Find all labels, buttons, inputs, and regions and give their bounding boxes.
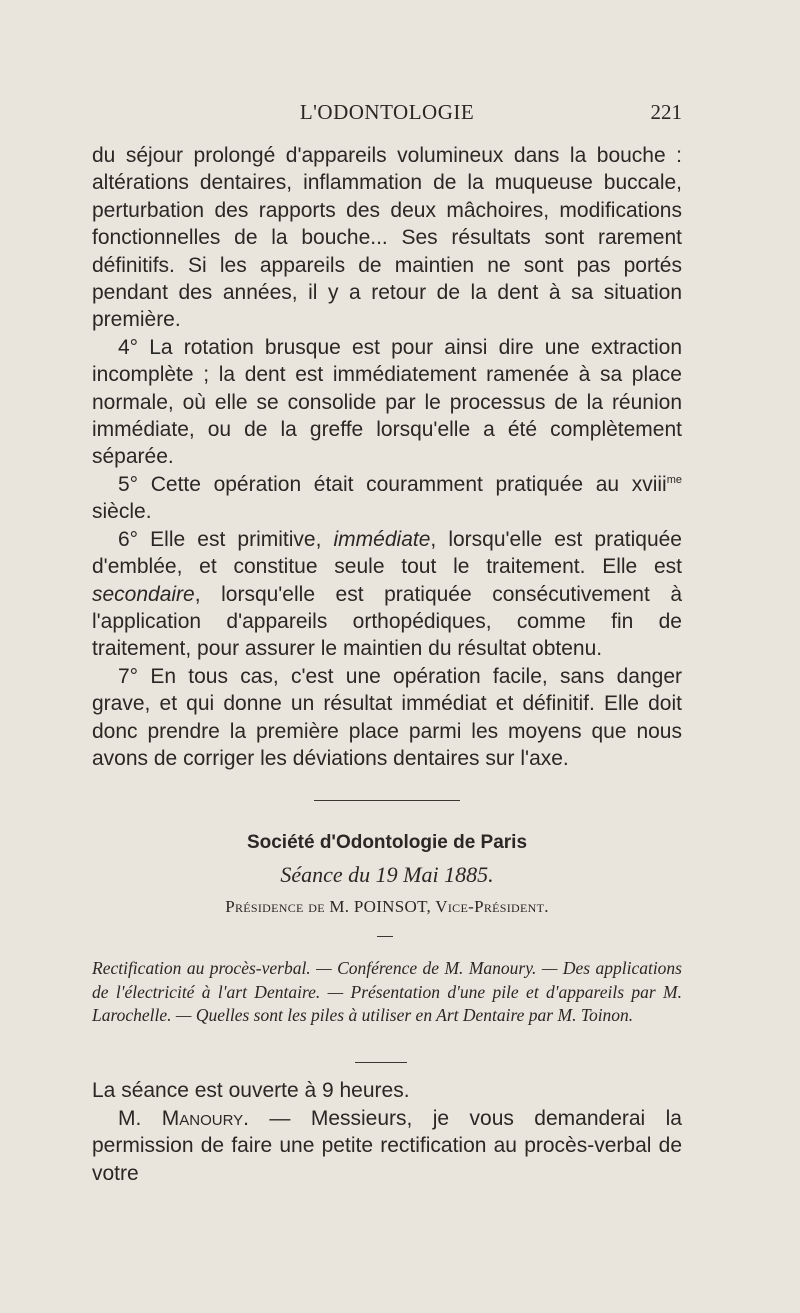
short-divider [377, 936, 393, 937]
paragraph-continued: du séjour prolongé d'appareils volumineux dans la bouche : altérations dentaires, inflammation de la muqueuse buccale, perturbation des rapports des deux mâchoires, modifications fonctionnelles de la bouche... Ses résultats sont rarement définitifs. Si les appareils de maintien ne sont pas portés pendant des années, il y a retour de la dent à sa situation première. [92, 144, 682, 332]
paragraph-7: 7° En tous cas, c'est une opération facile, sans danger grave, et qui donne un résultat immédiat et définitif. Elle doit donc prendre la première place parmi les moyens que nous avons de corriger les déviations dentaires sur l'axe. [92, 664, 682, 770]
opening-line: La séance est ouverte à 9 heures. [92, 1079, 410, 1102]
paragraph-5-text: 5° Cette opération était couramment pratiquée au xviii [118, 472, 667, 496]
paragraph-6-text-e: , lorsqu'elle est pratiquée consécutivement à l'application d'appareils orthopédiques, comme fin de traitement, pour assurer le maintien du résultat obtenu. [92, 582, 682, 661]
running-head [92, 100, 682, 130]
emphasis-immediate: immédiate [333, 527, 431, 551]
paragraph-6 [92, 526, 682, 663]
manoury-text: — Messieurs, je vous demanderai la permission de faire une petite rectification au procès-verbal de votre [92, 1106, 682, 1185]
section-divider [314, 800, 460, 801]
summary-divider [355, 1062, 407, 1063]
society-heading: Société d'Odontologie de Paris [246, 832, 528, 853]
minutes-text [92, 1077, 682, 1187]
speaker-name: M. Manoury. [118, 1106, 249, 1130]
paragraph-5 [92, 471, 682, 526]
session-date: Séance du 19 Mai 1885. [280, 862, 494, 887]
superscript: me [666, 473, 682, 486]
session-summary: Rectification au procès-verbal. — Conférence de M. Manoury. — Des applications de l'électricité à l'art Dentaire. — Présentation d'une pile et d'appareils par M. Larochelle. — Quelles sont les piles à utiliser en Art Dentaire par M. Toinon. [92, 958, 682, 1025]
paragraph-5-end: siècle. [92, 500, 152, 524]
body-text [92, 142, 682, 772]
paragraph-6-text-c: , lorsqu'elle est pratiquée d'emblée, et constitue seule tout le traitement. Elle est [92, 527, 682, 579]
paragraph-4: 4° La rotation brusque est pour ainsi dire une extraction incomplète ; la dent est immédiatement ramenée à sa place normale, où elle se consolide par le processus de la réunion immédiate, ou de la greffe lorsqu'elle a été complètement séparée. [92, 335, 682, 469]
presidence-line: Présidence de M. POINSOT, Vice-Président. [225, 897, 549, 916]
page-number: 221 [650, 100, 682, 124]
manoury-paragraph [92, 1105, 682, 1188]
journal-title: L'ODONTOLOGIE [299, 100, 475, 124]
paragraph-6-text-a: 6° Elle est primitive, [118, 527, 334, 551]
emphasis-secondaire: secondaire [92, 582, 195, 606]
